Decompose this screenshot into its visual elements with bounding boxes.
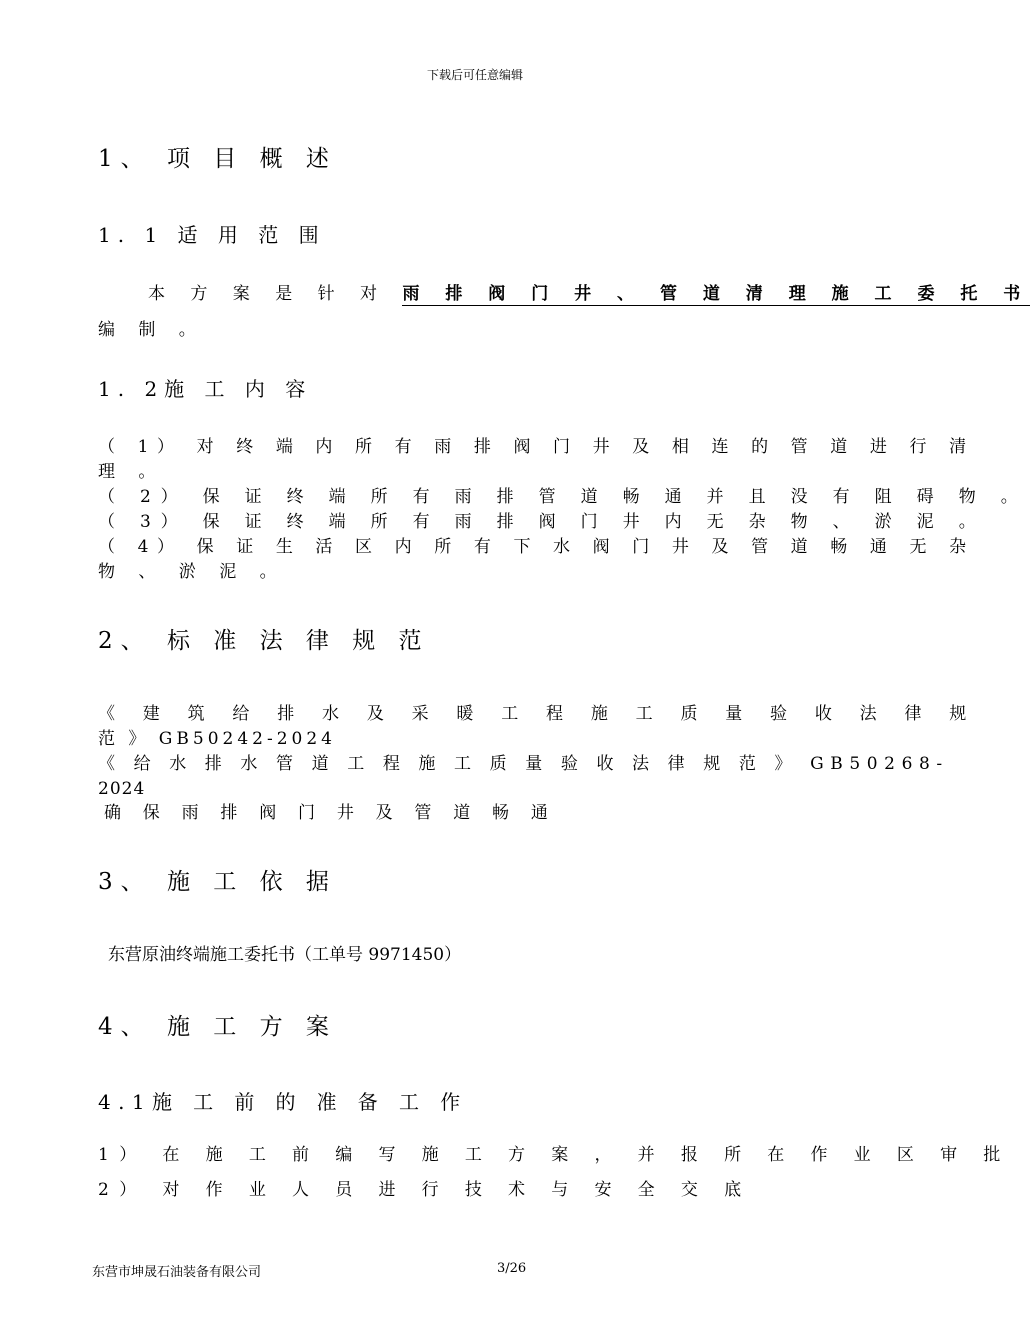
section-4-title: 4、 施 工 方 案 <box>98 1014 337 1040</box>
content-item-2: （ 2） 保 证 终 端 所 有 雨 排 管 道 畅 通 并 且 没 有 阻 碍 物 。 <box>98 487 1028 507</box>
content-item-1a: （ 1） 对 终 端 内 所 有 雨 排 阀 门 井 及 相 连 的 管 道 进 行 清 <box>98 437 975 457</box>
scope-pre: 本 方 案 是 针 对 <box>148 284 403 304</box>
content-item-1b: 理 。 <box>98 462 165 482</box>
standard-line-2: 范 》 GB50242-2024 <box>98 729 336 749</box>
content-item-4a: （ 4） 保 证 生 活 区 内 所 有 下 水 阀 门 井 及 管 道 畅 通 无 杂 <box>98 537 975 557</box>
standard-line-5: 确 保 雨 排 阀 门 井 及 管 道 畅 通 <box>104 803 557 823</box>
scope-post: 编 制 。 <box>98 320 205 340</box>
standard-line-1: 《 建 筑 给 排 水 及 采 暖 工 程 施 工 质 量 验 收 法 律 规 <box>98 704 978 724</box>
content-item-4b: 物 、 淤 泥 。 <box>98 562 286 582</box>
scope-underlined: 雨 排 阀 门 井 、 管 道 清 理 施 工 委 托 书 <box>402 284 1030 304</box>
section-3-title: 3、 施 工 依 据 <box>98 869 337 895</box>
standard-line-3: 《 给 水 排 水 管 道 工 程 施 工 质 量 验 收 法 律 规 范 》 GB50268- <box>98 754 949 774</box>
header-note: 下载后可任意编辑 <box>426 68 523 82</box>
section-2-title: 2、 标 准 法 律 规 范 <box>98 628 430 654</box>
section-1-title: 1、 项 目 概 述 <box>98 146 337 172</box>
prep-item-2: 2） 对 作 业 人 员 进 行 技 术 与 安 全 交 底 <box>98 1180 752 1200</box>
section-1-2-title: 1. 2施 工 内 容 <box>98 377 313 401</box>
footer-company: 东营市坤晟石油装备有限公司 <box>92 1265 262 1280</box>
content-item-3: （ 3） 保 证 终 端 所 有 雨 排 阀 门 井 内 无 杂 物 、 淤 泥 。 <box>98 512 986 532</box>
basis-text: 东营原油终端施工委托书（工单号 9971450） <box>108 945 462 965</box>
footer-page-number: 3/26 <box>497 1261 527 1276</box>
section-4-1-title: 4.1施 工 前 的 准 备 工 作 <box>98 1090 468 1114</box>
scope-sentence <box>148 282 1030 307</box>
section-1-1-title: 1. 1 适 用 范 围 <box>98 223 326 247</box>
standard-line-4: 2024 <box>98 779 146 799</box>
prep-item-1: 1） 在 施 工 前 编 写 施 工 方 案 ， 并 报 所 在 作 业 区 审 批 <box>98 1145 1011 1165</box>
